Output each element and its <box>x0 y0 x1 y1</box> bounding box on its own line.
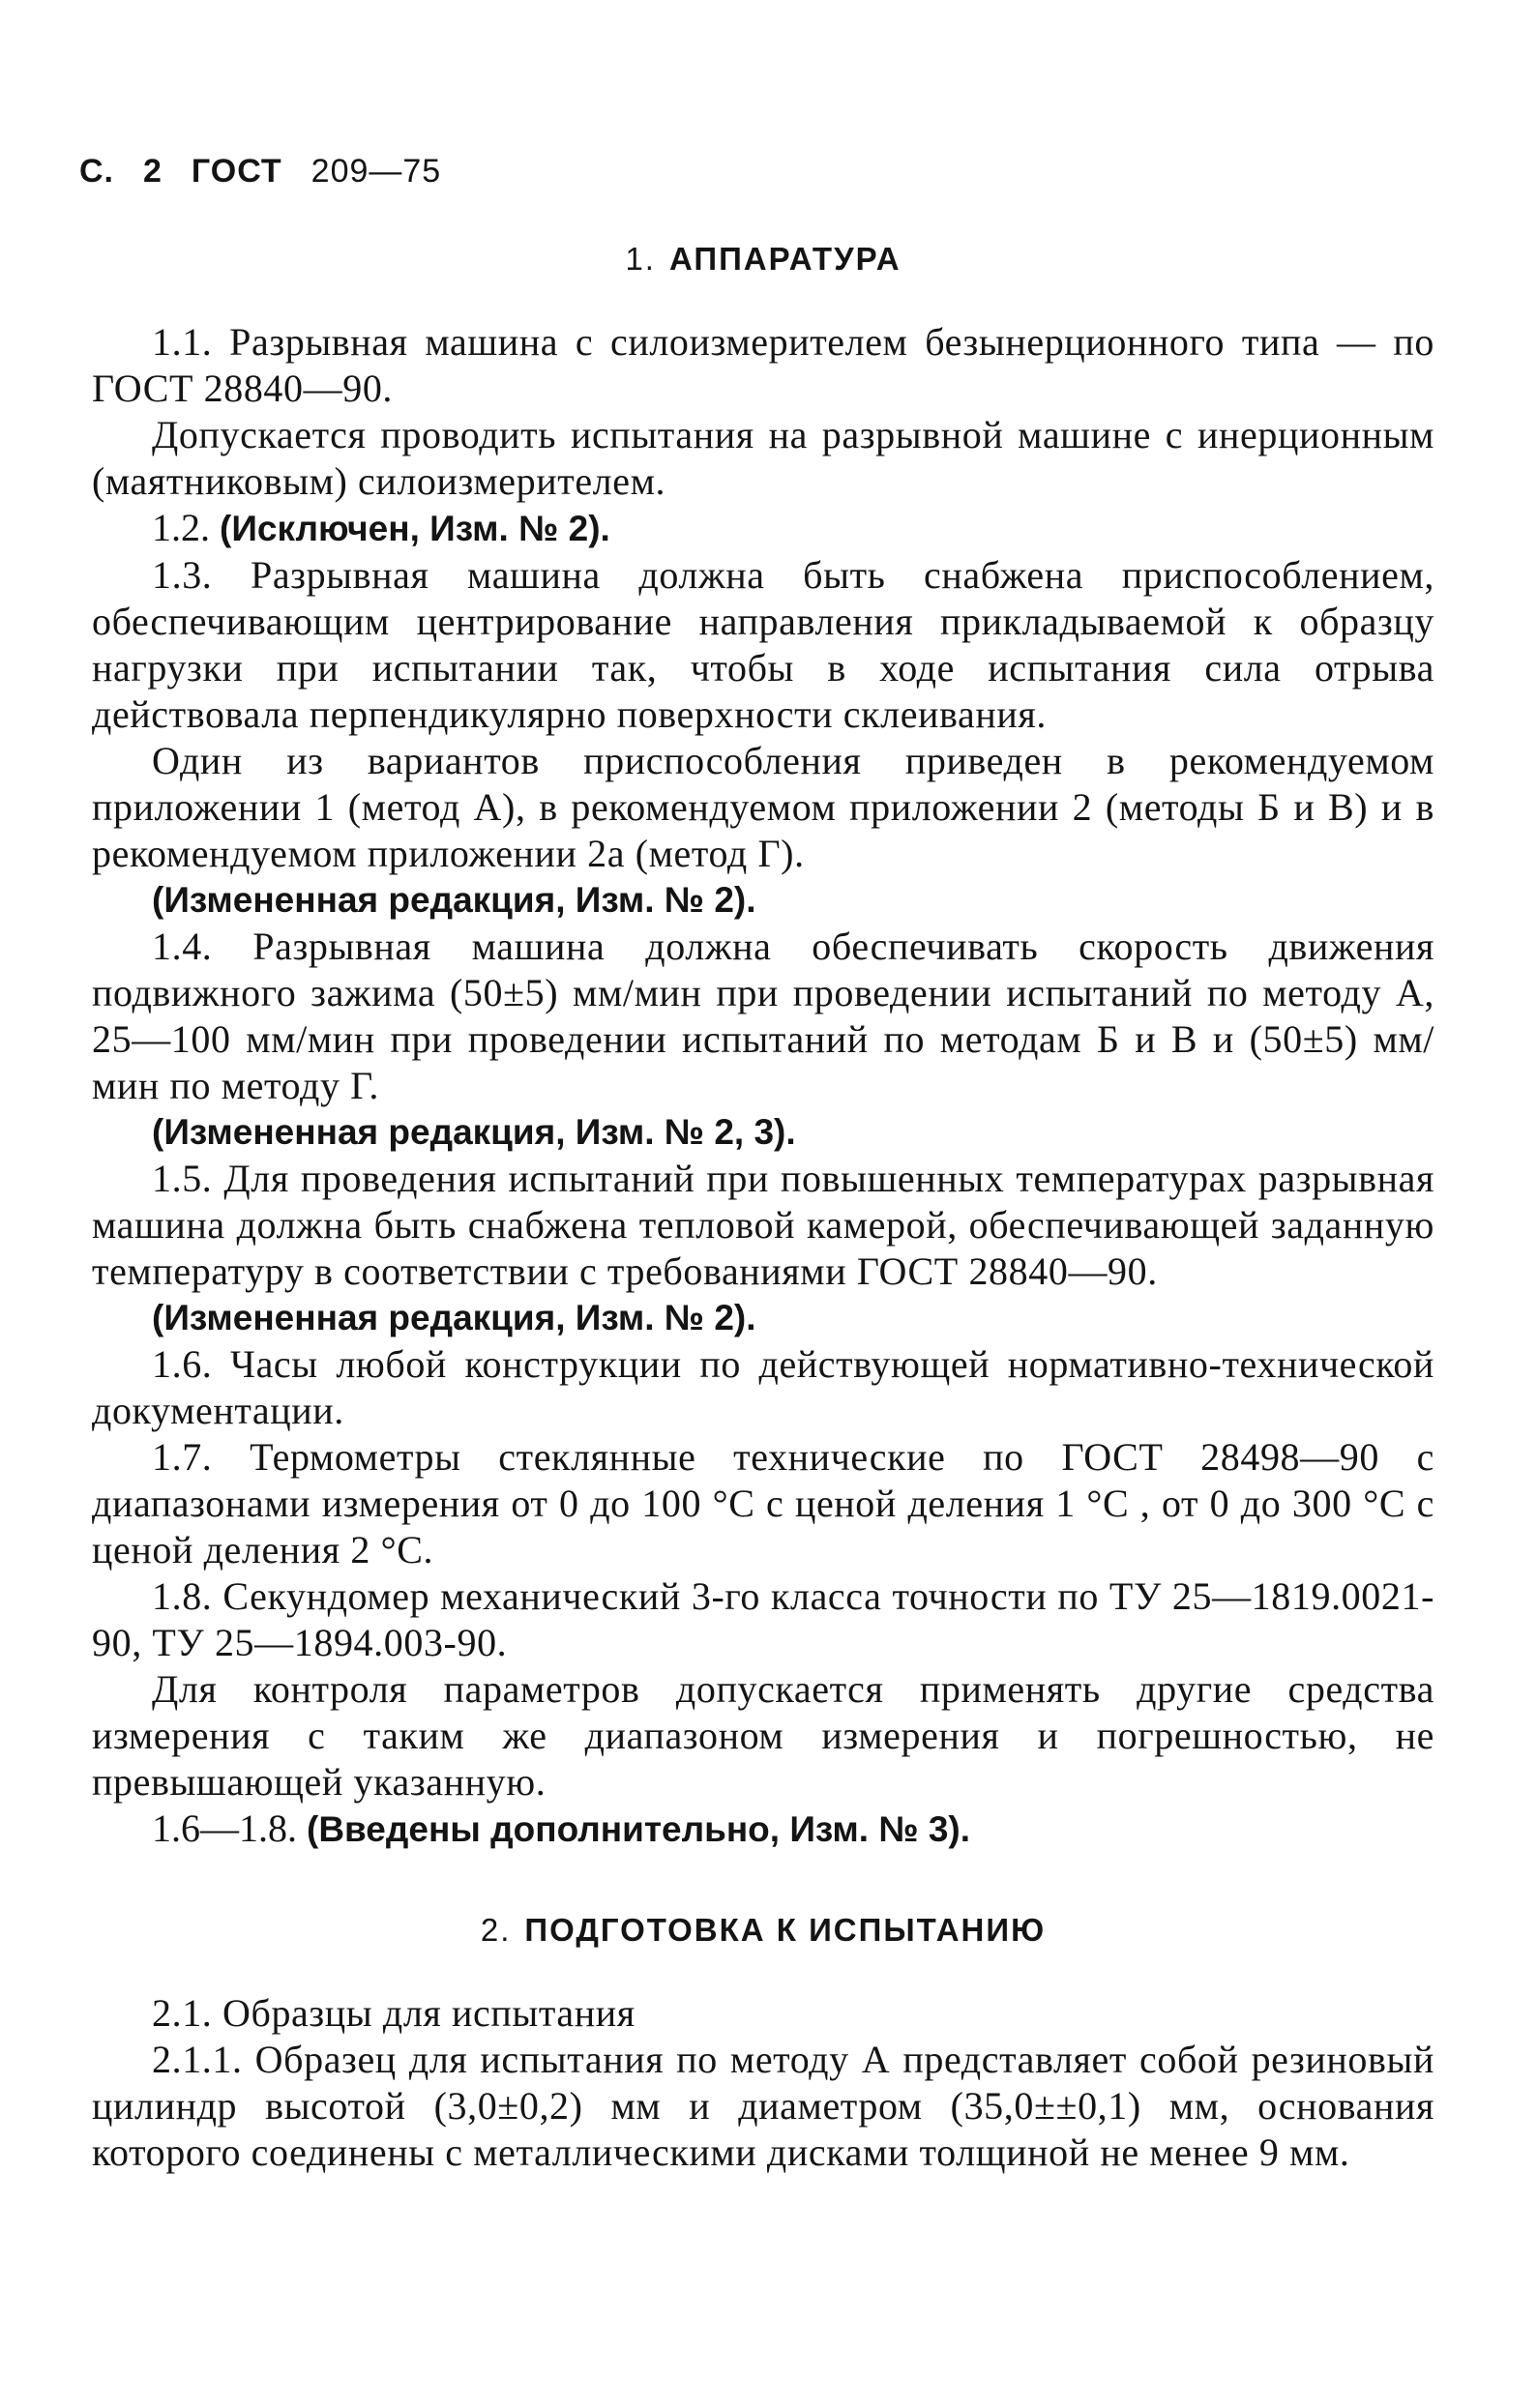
section-2-heading <box>92 1909 1434 1952</box>
amendment-note-1-6-1-8-text: (Введены дополнительно, Изм. № 3). <box>307 1809 971 1849</box>
paragraph-2-1: 2.1. Образцы для испытания <box>152 1991 635 2035</box>
paragraph-1-8-continued: Для контроля параметров допускается применять другие средства измерения с таким же диапазоном измерения и погрешностью, не превышающей указанную. <box>92 1667 1434 1804</box>
section-spacer <box>92 1853 1434 1899</box>
paragraph-2-1-1: 2.1.1. Образец для испытания по методу А представляет собой резиновый цилиндр высотой (3,0±0,2) мм и диаметром (35,0±±0,1) мм, основания которого соединены с металлическими дисками толщиной не менее 9 мм. <box>92 2038 1434 2174</box>
paragraph-1-3-continued: Один из вариантов приспособления приведен в рекомендуемом приложении 1 (метод А), в рекомендуемом приложении 2 (методы Б и В) и в рекомендуемом приложении 2а (метод Г). <box>92 739 1434 875</box>
amendment-note-1-6-1-8 <box>92 1806 1434 1853</box>
section-2-number: 2. <box>480 1912 512 1948</box>
amendment-note-1-4: (Измененная редакция, Изм. № 2, 3). <box>152 1112 796 1152</box>
amendment-note-1-3: (Измененная редакция, Изм. № 2). <box>152 880 756 920</box>
paragraph-1-8: 1.8. Секундомер механический 3-го класса точности по ТУ 25—1819.0021-90, ТУ 25—1894.003-90. <box>92 1574 1434 1664</box>
paragraph-1-1: 1.1. Разрывная машина с силоизмерителем безынерционного типа — по ГОСТ 28840—90. <box>92 320 1434 410</box>
amendment-note-1-6-1-8-label: 1.6—1.8. <box>152 1806 297 1850</box>
paragraph-1-1-continued: Допускается проводить испытания на разрывной машине с инерционным (маятниковым) силоизмерителем. <box>92 413 1434 503</box>
paragraph-1-2-note: (Исключен, Изм. № 2). <box>220 509 610 548</box>
section-2-title: ПОДГОТОВКА К ИСПЫТАНИЮ <box>524 1912 1047 1948</box>
running-header <box>79 153 470 191</box>
page-prefix: С. <box>79 153 114 190</box>
paragraph-1-2-label: 1.2. <box>152 506 210 549</box>
paragraph-1-5: 1.5. Для проведения испытаний при повышенных температурах разрывная машина должна быть снабжена тепловой камерой, обеспечивающей заданную температуру в соответствии с требованиями ГОСТ 28840—90. <box>92 1157 1434 1293</box>
paragraph-1-2 <box>92 505 1434 552</box>
section-1-title: АППАРАТУРА <box>668 241 902 277</box>
amendment-note-1-5: (Измененная редакция, Изм. № 2). <box>152 1298 756 1337</box>
page-content <box>92 228 1434 2176</box>
doc-number: 209—75 <box>310 153 442 190</box>
page-number: 2 <box>143 153 163 190</box>
paragraph-1-6: 1.6. Часы любой конструкции по действующей нормативно-технической документации. <box>92 1342 1434 1432</box>
paragraph-1-4: 1.4. Разрывная машина должна обеспечивать скорость движения подвижного зажима (50±5) мм/мин при проведении испытаний по методу А, 25—100 мм/мин при проведении испытаний по методам Б и В и (50±5) мм/мин по методу Г. <box>92 925 1434 1107</box>
paragraph-1-7: 1.7. Термометры стеклянные технические по ГОСТ 28498—90 с диапазонами измерения от 0 до 100 °С с ценой деления 1 °С , от 0 до 300 °С с ценой деления 2 °С. <box>92 1435 1434 1571</box>
section-1-number: 1. <box>625 241 656 277</box>
paragraph-1-3: 1.3. Разрывная машина должна быть снабжена приспособлением, обеспечивающим центрирование направления прикладываемой к образцу нагрузки при испытании так, чтобы в ходе испытания сила отрыва действовала перпендикулярно поверхности склеивания. <box>92 553 1434 736</box>
section-1-heading <box>92 238 1434 280</box>
doc-code: ГОСТ <box>191 153 282 190</box>
